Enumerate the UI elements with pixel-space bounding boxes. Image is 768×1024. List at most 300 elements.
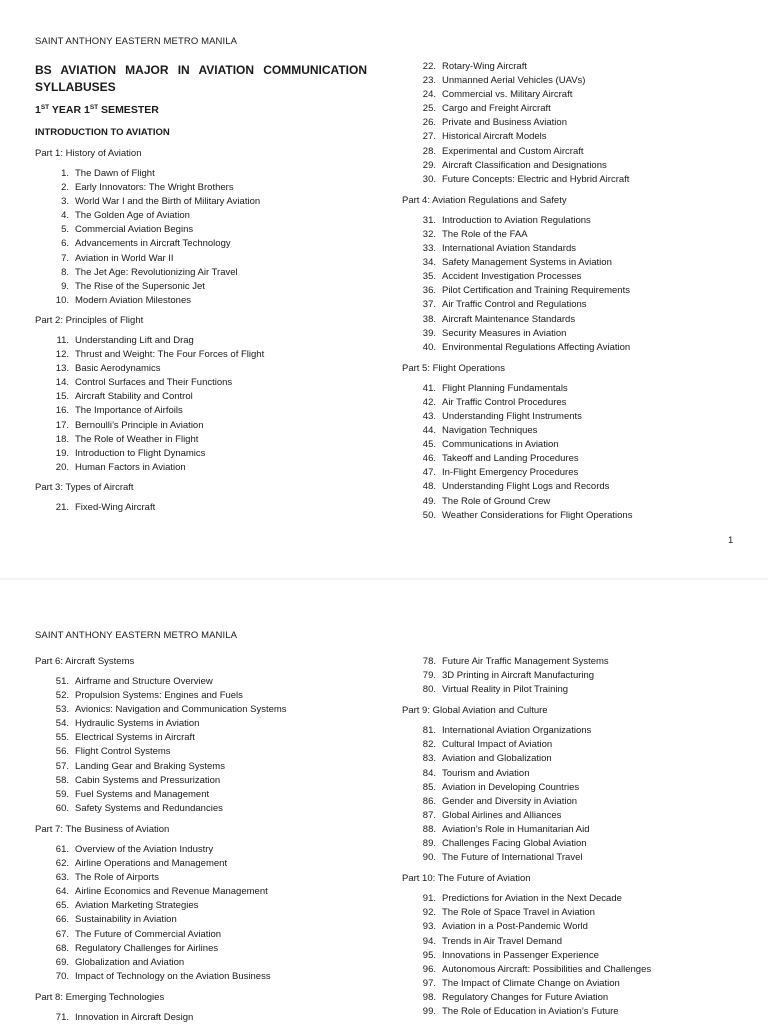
item-text: Understanding Flight Logs and Records (442, 481, 610, 493)
item-number: 54. (55, 718, 69, 730)
item-number: 65. (55, 900, 69, 912)
list-item (402, 424, 742, 438)
list-item (35, 266, 375, 280)
item-text: The Rise of the Supersonic Jet (75, 280, 205, 292)
list-item (35, 447, 375, 461)
item-number: 58. (55, 774, 69, 786)
item-text: Future Concepts: Electric and Hybrid Aircraft (442, 173, 630, 185)
item-text: Aircraft Maintenance Standards (442, 313, 576, 325)
item-number: 22. (422, 61, 436, 72)
item-text: Historical Aircraft Models (442, 131, 547, 143)
list-item (402, 130, 742, 144)
list-item (402, 920, 742, 934)
list-item (402, 809, 742, 823)
item-text: Aviation and Globalization (442, 753, 552, 765)
school-header: SAINT ANTHONY EASTERN METRO MANILA (35, 36, 238, 47)
item-number: 26. (422, 117, 436, 129)
item-number: 66. (55, 914, 69, 926)
item-number: 31. (422, 214, 436, 226)
item-number: 47. (422, 467, 436, 479)
item-text: In-Flight Emergency Procedures (442, 467, 579, 479)
item-text: Cultural Impact of Aviation (442, 739, 553, 751)
item-number: 85. (422, 781, 436, 793)
list-item (402, 466, 742, 480)
list-item (402, 655, 742, 669)
item-number: 38. (422, 313, 436, 325)
list-item (35, 1011, 375, 1024)
list-item (402, 313, 742, 327)
list-item (35, 223, 375, 237)
topic-list (35, 675, 375, 816)
list-item (402, 669, 742, 683)
item-text: Weather Considerations for Flight Operations (442, 509, 633, 521)
list-item (35, 390, 375, 404)
topic-list (35, 501, 375, 515)
list-item (402, 102, 742, 116)
list-item (35, 928, 375, 942)
item-number: 55. (55, 732, 69, 744)
item-text: Electrical Systems in Aircraft (75, 732, 195, 744)
item-number: 83. (422, 753, 436, 765)
item-number: 1. (61, 168, 69, 179)
list-item (35, 433, 375, 447)
list-item (402, 242, 742, 256)
topic-list (35, 334, 375, 475)
part-heading: Part 7: The Business of Aviation (35, 823, 170, 835)
item-text: World War I and the Birth of Military Aviation (75, 196, 261, 208)
item-number: 78. (422, 656, 436, 667)
list-item (35, 843, 375, 857)
item-number: 32. (422, 228, 436, 240)
item-text: Propulsion Systems: Engines and Fuels (75, 690, 243, 702)
item-text: Understanding Lift and Drag (75, 334, 194, 346)
part-heading: Part 4: Aviation Regulations and Safety (402, 194, 567, 206)
list-item (35, 376, 375, 390)
list-item (402, 438, 742, 452)
item-number: 15. (55, 391, 69, 403)
item-number: 27. (422, 131, 436, 143)
topic-list (402, 724, 742, 865)
item-text: Unmanned Aerial Vehicles (UAVs) (442, 75, 586, 87)
list-item (35, 209, 375, 223)
item-number: 89. (422, 838, 436, 850)
item-number: 28. (422, 145, 436, 157)
item-text: Gender and Diversity in Aviation (442, 795, 578, 807)
list-item (402, 480, 742, 494)
item-number: 20. (55, 461, 69, 473)
item-text: Sustainability in Aviation (75, 914, 177, 926)
item-text: Tourism and Aviation (442, 767, 530, 779)
item-number: 95. (422, 949, 436, 961)
item-text: Introduction to Aviation Regulations (442, 214, 591, 226)
item-text: The Future of Commercial Aviation (75, 928, 222, 940)
item-text: Commercial Aviation Begins (75, 224, 194, 236)
list-item (402, 382, 742, 396)
item-number: 33. (422, 243, 436, 255)
page-number: 1 (728, 535, 734, 546)
item-number: 4. (61, 210, 69, 222)
item-number: 88. (422, 823, 436, 835)
left-column (35, 656, 375, 1024)
item-number: 86. (422, 795, 436, 807)
item-number: 46. (422, 453, 436, 465)
list-item (35, 362, 375, 376)
item-number: 14. (55, 377, 69, 389)
list-item (402, 284, 742, 298)
item-text: International Aviation Standards (442, 243, 576, 255)
part-heading: Part 2: Principles of Flight (35, 314, 144, 326)
list-item (402, 74, 742, 88)
item-number: 41. (422, 382, 436, 394)
item-text: Early Innovators: The Wright Brothers (75, 182, 234, 194)
item-text: Overview of the Aviation Industry (75, 843, 214, 855)
item-text: The Impact of Climate Change on Aviation (442, 977, 620, 989)
list-item (402, 752, 742, 766)
item-number: 60. (55, 802, 69, 814)
item-number: 10. (55, 294, 69, 306)
list-item (402, 977, 742, 991)
item-text: Future Air Traffic Management Systems (442, 656, 609, 667)
list-item (35, 237, 375, 251)
list-item (35, 348, 375, 362)
item-text: Trends in Air Travel Demand (442, 935, 563, 947)
item-text: Human Factors in Aviation (75, 461, 186, 473)
item-text: Fuel Systems and Management (75, 788, 210, 800)
item-number: 68. (55, 942, 69, 954)
item-text: Virtual Reality in Pilot Training (442, 684, 569, 696)
part-heading: Part 6: Aircraft Systems (35, 656, 135, 667)
list-item (402, 173, 742, 187)
item-text: Flight Control Systems (75, 746, 171, 758)
item-number: 80. (422, 684, 436, 696)
item-number: 13. (55, 363, 69, 375)
list-item (35, 703, 375, 717)
document-title-cont: SYLLABUSES (35, 80, 116, 94)
topic-list (35, 1011, 375, 1024)
list-item (402, 795, 742, 809)
item-number: 2. (61, 182, 69, 194)
list-item (402, 116, 742, 130)
item-text: Pilot Certification and Training Requirements (442, 285, 630, 297)
list-item (402, 781, 742, 795)
item-number: 79. (422, 670, 436, 682)
item-text: Control Surfaces and Their Functions (75, 377, 233, 389)
list-item (35, 501, 375, 515)
item-number: 24. (422, 89, 436, 101)
item-number: 29. (422, 159, 436, 171)
item-text: Experimental and Custom Aircraft (442, 145, 584, 157)
item-number: 96. (422, 963, 436, 975)
item-number: 81. (422, 725, 436, 737)
list-item (35, 689, 375, 703)
item-text: Hydraulic Systems in Aviation (75, 718, 200, 730)
item-text: International Aviation Organizations (442, 725, 592, 737)
school-header: SAINT ANTHONY EASTERN METRO MANILA (35, 630, 238, 641)
item-text: Communications in Aviation (442, 439, 559, 451)
part-heading: Part 9: Global Aviation and Culture (402, 705, 548, 717)
item-text: Understanding Flight Instruments (442, 410, 582, 422)
item-number: 43. (422, 410, 436, 422)
list-item (402, 341, 742, 355)
item-number: 97. (422, 977, 436, 989)
item-number: 16. (55, 405, 69, 417)
item-number: 56. (55, 746, 69, 758)
item-number: 64. (55, 886, 69, 898)
list-item (35, 913, 375, 927)
list-item (402, 851, 742, 865)
list-item (35, 774, 375, 788)
item-text: Bernoulli’s Principle in Aviation (75, 419, 204, 431)
list-item (402, 396, 742, 410)
item-number: 94. (422, 935, 436, 947)
item-number: 40. (422, 341, 436, 353)
list-item (402, 270, 742, 284)
list-item (35, 885, 375, 899)
part-heading: Part 3: Types of Aircraft (35, 481, 134, 493)
list-item (35, 252, 375, 266)
list-item (35, 871, 375, 885)
item-number: 11. (56, 334, 69, 346)
list-item (402, 949, 742, 963)
list-item (35, 404, 375, 418)
item-text: Aircraft Classification and Designations (442, 159, 607, 171)
item-text: Aviation’s Role in Humanitarian Aid (442, 823, 590, 835)
list-item (402, 991, 742, 1005)
list-item (402, 1005, 742, 1019)
item-number: 8. (61, 266, 69, 278)
topic-list (402, 382, 742, 523)
item-text: Security Measures in Aviation (442, 327, 567, 339)
item-number: 37. (422, 299, 436, 311)
item-text: The Role of Education in Aviation’s Future (442, 1005, 619, 1017)
list-item (402, 509, 742, 523)
item-text: The Role of Space Travel in Aviation (442, 907, 595, 919)
list-item (402, 495, 742, 509)
item-text: Rotary-Wing Aircraft (442, 61, 527, 72)
item-text: 3D Printing in Aircraft Manufacturing (442, 670, 595, 682)
item-number: 49. (422, 495, 436, 507)
item-number: 45. (422, 439, 436, 451)
item-text: Aviation in Developing Countries (442, 781, 580, 793)
item-text: The Dawn of Flight (75, 168, 155, 179)
item-number: 42. (422, 396, 436, 408)
item-text: The Importance of Airfoils (75, 405, 183, 417)
item-number: 98. (422, 991, 436, 1003)
item-text: Air Traffic Control Procedures (442, 396, 567, 408)
topic-list (402, 214, 742, 355)
item-text: The Role of the FAA (442, 228, 528, 240)
item-text: Challenges Facing Global Aviation (442, 838, 587, 850)
item-text: Regulatory Challenges for Airlines (75, 942, 219, 954)
item-text: Innovation in Aircraft Design (75, 1011, 194, 1023)
list-item (35, 419, 375, 433)
item-text: Flight Planning Fundamentals (442, 382, 568, 394)
item-number: 5. (61, 224, 69, 236)
item-number: 36. (422, 285, 436, 297)
list-item (402, 60, 742, 74)
part-heading: Part 1: History of Aviation (35, 148, 142, 159)
item-number: 82. (422, 739, 436, 751)
item-text: The Future of International Travel (442, 852, 583, 864)
list-item (402, 159, 742, 173)
item-text: Takeoff and Landing Procedures (442, 453, 579, 465)
item-number: 30. (422, 173, 436, 185)
list-item (402, 228, 742, 242)
item-text: Environmental Regulations Affecting Aviation (442, 341, 631, 353)
item-number: 62. (55, 858, 69, 870)
list-item (35, 717, 375, 731)
item-number: 51. (55, 676, 69, 687)
list-item (402, 683, 742, 697)
document-title: BS AVIATION MAJOR IN AVIATION COMMUNICATION (35, 63, 367, 77)
item-number: 7. (61, 252, 69, 264)
item-number: 50. (422, 509, 436, 521)
item-number: 67. (55, 928, 69, 940)
item-number: 71. (55, 1011, 69, 1023)
item-text: Avionics: Navigation and Communication Systems (75, 704, 287, 716)
item-text: Commercial vs. Military Aircraft (442, 89, 573, 101)
list-item (35, 675, 375, 689)
item-number: 53. (55, 704, 69, 716)
list-item (402, 906, 742, 920)
item-number: 57. (55, 760, 69, 772)
topic-list (402, 892, 742, 1019)
item-number: 61. (55, 843, 69, 855)
item-text: Airframe and Structure Overview (75, 676, 213, 687)
item-text: Private and Business Aviation (442, 117, 567, 129)
item-text: Aviation in a Post-Pandemic World (442, 921, 588, 933)
list-item (402, 837, 742, 851)
course-title: INTRODUCTION TO AVIATION (35, 127, 170, 138)
item-text: Globalization and Aviation (75, 956, 185, 968)
item-number: 93. (422, 921, 436, 933)
item-number: 18. (55, 433, 69, 445)
semester-heading: 1ST YEAR 1ST SEMESTER (35, 104, 159, 116)
list-item (35, 461, 375, 475)
item-number: 19. (55, 447, 69, 459)
item-number: 12. (55, 349, 69, 361)
list-item (402, 452, 742, 466)
item-number: 99. (422, 1005, 436, 1017)
item-text: Aviation Marketing Strategies (75, 900, 199, 912)
item-number: 23. (422, 75, 436, 87)
item-number: 44. (422, 425, 436, 437)
list-item (35, 294, 375, 308)
list-item (402, 724, 742, 738)
item-text: Airline Economics and Revenue Management (75, 886, 268, 898)
list-item (402, 767, 742, 781)
list-item (402, 327, 742, 341)
topic-list (402, 655, 742, 697)
list-item (402, 214, 742, 228)
item-text: Advancements in Aircraft Technology (75, 238, 231, 250)
item-text: Introduction to Flight Dynamics (75, 447, 206, 459)
item-text: Accident Investigation Processes (442, 271, 582, 283)
list-item (35, 899, 375, 913)
item-number: 9. (61, 280, 69, 292)
list-item (35, 181, 375, 195)
list-item (35, 167, 375, 181)
topic-list (35, 167, 375, 308)
right-column (402, 655, 742, 1019)
list-item (35, 760, 375, 774)
item-number: 34. (422, 257, 436, 269)
item-text: Landing Gear and Braking Systems (75, 760, 225, 772)
item-number: 90. (422, 852, 436, 864)
item-number: 52. (55, 690, 69, 702)
list-item (402, 892, 742, 906)
item-number: 91. (422, 893, 436, 905)
item-text: Regulatory Changes for Future Aviation (442, 991, 609, 1003)
list-item (35, 857, 375, 871)
item-number: 48. (422, 481, 436, 493)
item-text: Aviation in World War II (75, 252, 174, 264)
item-number: 92. (422, 907, 436, 919)
right-column (402, 60, 742, 523)
item-text: Modern Aviation Milestones (75, 294, 191, 306)
item-text: The Golden Age of Aviation (75, 210, 190, 222)
list-item (402, 145, 742, 159)
item-number: 39. (422, 327, 436, 339)
document-page-2 (0, 580, 768, 1024)
item-text: Autonomous Aircraft: Possibilities and Challenges (442, 963, 652, 975)
item-number: 84. (422, 767, 436, 779)
item-text: Innovations in Passenger Experience (442, 949, 599, 961)
item-number: 69. (55, 956, 69, 968)
item-text: Navigation Techniques (442, 425, 538, 437)
item-text: Basic Aerodynamics (75, 363, 161, 375)
part-heading: Part 5: Flight Operations (402, 362, 505, 374)
list-item (402, 410, 742, 424)
list-item (35, 280, 375, 294)
item-text: Airline Operations and Management (75, 858, 228, 870)
item-text: Predictions for Aviation in the Next Decade (442, 893, 622, 905)
item-text: The Role of Ground Crew (442, 495, 551, 507)
item-number: 17. (55, 419, 69, 431)
list-item (35, 956, 375, 970)
part-heading: Part 10: The Future of Aviation (402, 873, 531, 885)
item-number: 3. (61, 196, 69, 208)
left-column (35, 62, 375, 515)
list-item (402, 963, 742, 977)
item-text: Impact of Technology on the Aviation Business (75, 970, 271, 982)
list-item (35, 195, 375, 209)
item-text: The Role of Airports (75, 872, 159, 884)
list-item (402, 298, 742, 312)
item-number: 63. (55, 872, 69, 884)
list-item (35, 942, 375, 956)
item-text: Thrust and Weight: The Four Forces of Flight (75, 349, 265, 361)
topic-list (35, 843, 375, 984)
list-item (35, 731, 375, 745)
item-number: 59. (55, 788, 69, 800)
list-item (35, 970, 375, 984)
list-item (35, 788, 375, 802)
item-text: Aircraft Stability and Control (75, 391, 193, 403)
list-item (402, 935, 742, 949)
topic-list (402, 60, 742, 187)
list-item (402, 823, 742, 837)
list-item (402, 256, 742, 270)
item-text: Cabin Systems and Pressurization (75, 774, 221, 786)
item-text: Global Airlines and Alliances (442, 809, 562, 821)
list-item (402, 88, 742, 102)
item-text: Fixed-Wing Aircraft (75, 501, 156, 513)
item-number: 6. (61, 238, 69, 250)
item-number: 70. (55, 970, 69, 982)
list-item (35, 334, 375, 348)
item-number: 35. (422, 271, 436, 283)
